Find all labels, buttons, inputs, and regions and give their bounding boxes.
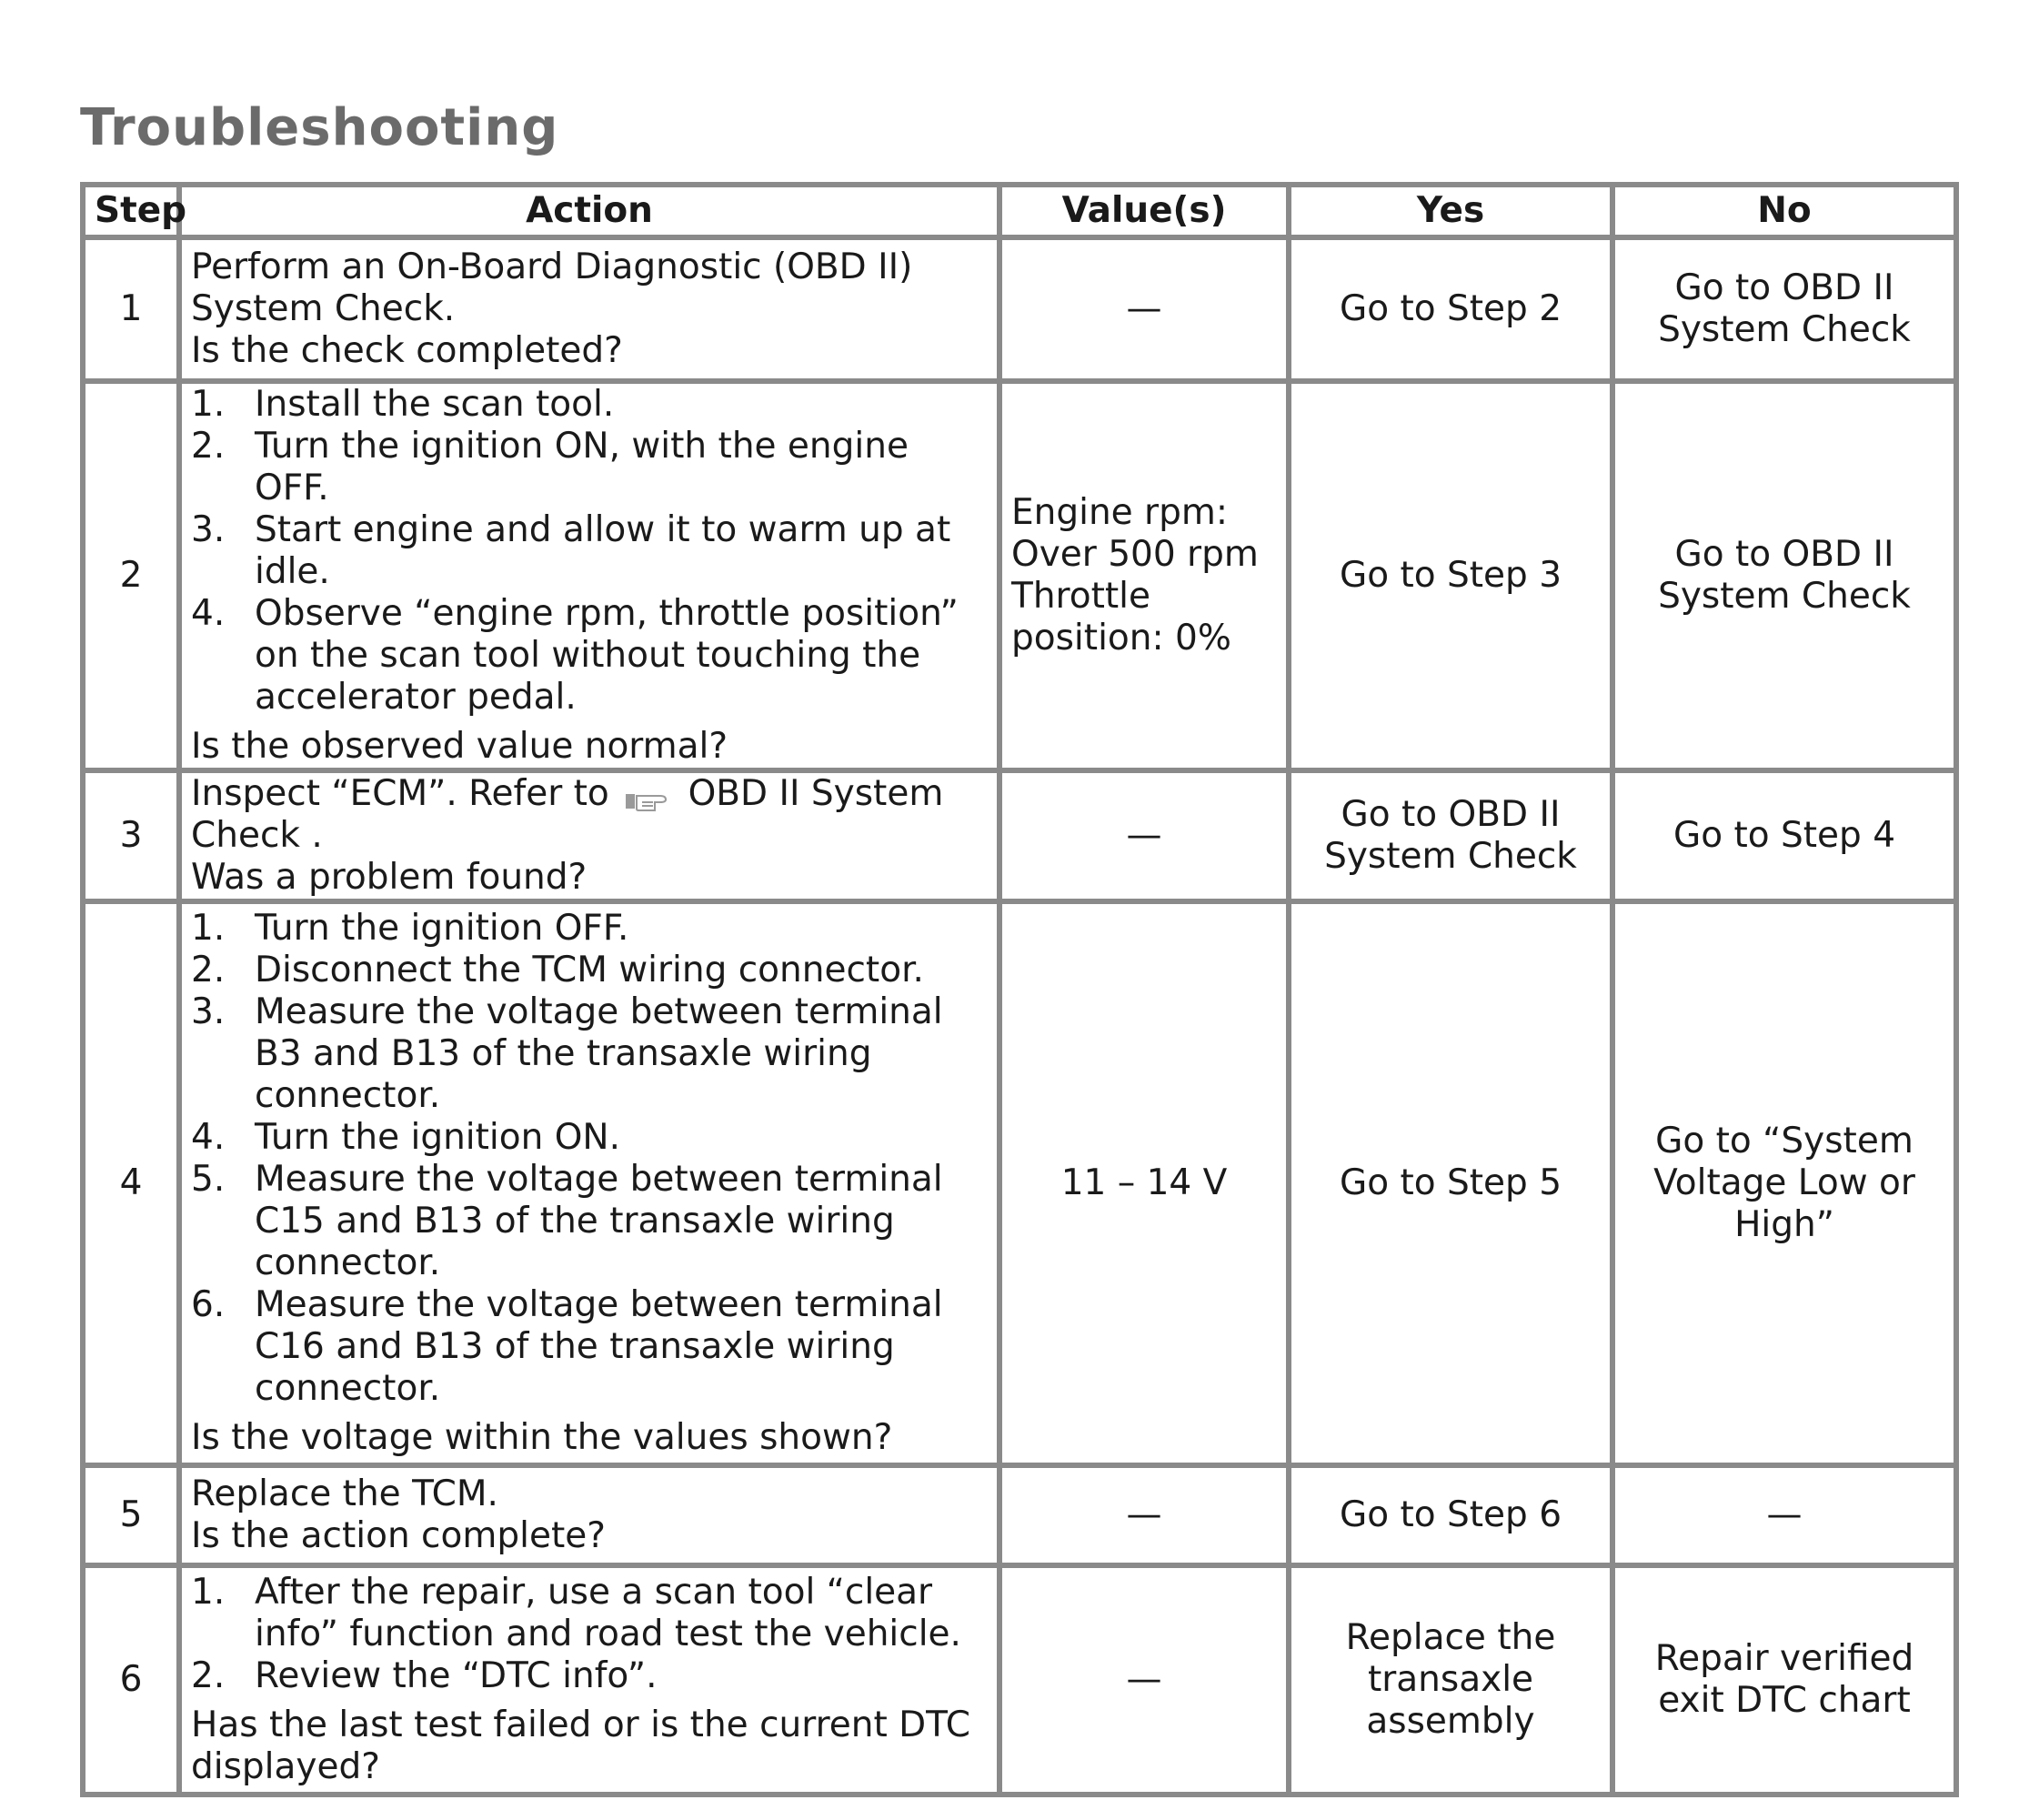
value-cell: — xyxy=(999,1465,1289,1565)
list-item-text: Disconnect the TCM wiring connector. xyxy=(255,950,924,990)
no-text: Go to OBD II xyxy=(1674,267,1894,308)
value-text: Over 500 rpm xyxy=(1011,534,1259,575)
action-steps-list xyxy=(191,1572,988,1697)
action-text: Replace the TCM. xyxy=(191,1473,498,1514)
yes-cell: Go to Step 2 xyxy=(1289,237,1612,381)
step-number: 2 xyxy=(83,381,179,770)
list-item-text: Install the scan tool. xyxy=(255,384,615,425)
list-item-text: Observe “engine rpm, throttle position” on the scan tool without touching the accelerator pedal. xyxy=(255,593,959,718)
table-row xyxy=(83,1465,1956,1565)
list-item-number: 5. xyxy=(191,1159,226,1200)
list-item-number: 4. xyxy=(191,593,226,634)
no-text: exit DTC chart xyxy=(1658,1680,1911,1721)
list-item xyxy=(191,593,988,719)
value-cell: — xyxy=(999,1565,1289,1795)
value-cell: — xyxy=(999,770,1289,901)
header-yes: Yes xyxy=(1289,185,1612,237)
action-cell xyxy=(179,237,999,381)
action-question: Is the action complete? xyxy=(191,1515,606,1556)
action-text: Perform an On-Board Diagnostic (OBD II) xyxy=(191,246,913,287)
page-title: Troubleshooting xyxy=(80,98,559,157)
list-item xyxy=(191,950,988,991)
yes-text: assembly xyxy=(1366,1701,1535,1742)
list-item-number: 1. xyxy=(191,908,226,949)
no-text: System Check xyxy=(1658,309,1911,350)
reference-link[interactable]: OBD II System Check . xyxy=(191,773,944,856)
action-cell xyxy=(179,381,999,770)
table-header-row xyxy=(83,185,1956,237)
list-item-text: Review the “DTC info”. xyxy=(255,1655,658,1696)
action-steps-list xyxy=(191,384,988,719)
list-item xyxy=(191,384,988,426)
no-text: System Check xyxy=(1658,576,1911,617)
action-cell xyxy=(179,1565,999,1795)
list-item-number: 2. xyxy=(191,426,226,467)
list-item-text: Measure the voltage between terminal B3 and B13 of the transaxle wiring connector. xyxy=(255,991,943,1116)
no-text: Repair verified xyxy=(1654,1638,1914,1679)
value-cell xyxy=(999,381,1289,770)
list-item-text: Start engine and allow it to warm up at idle. xyxy=(255,509,951,592)
troubleshooting-table xyxy=(80,182,1959,1797)
action-text: System Check. xyxy=(191,288,456,329)
yes-cell: Go to Step 5 xyxy=(1289,901,1612,1465)
header-action: Action xyxy=(179,185,999,237)
value-cell: 11 – 14 V xyxy=(999,901,1289,1465)
yes-text: Replace the xyxy=(1345,1617,1556,1658)
list-item xyxy=(191,1117,988,1159)
table-row xyxy=(83,237,1956,381)
list-item-text: Turn the ignition OFF. xyxy=(255,908,629,949)
list-item xyxy=(191,509,988,593)
list-item-text: Turn the ignition ON, with the engine OFF. xyxy=(255,426,909,508)
list-item-number: 6. xyxy=(191,1284,226,1325)
header-values: Value(s) xyxy=(999,185,1289,237)
list-item-number: 2. xyxy=(191,1655,226,1696)
value-text: Engine rpm: xyxy=(1011,492,1228,533)
list-item xyxy=(191,426,988,509)
action-cell xyxy=(179,770,999,901)
action-cell xyxy=(179,1465,999,1565)
list-item-text: Measure the voltage between terminal C16 and B13 of the transaxle wiring connector. xyxy=(255,1284,943,1409)
table-row xyxy=(83,901,1956,1465)
yes-cell: Go to Step 6 xyxy=(1289,1465,1612,1565)
step-number: 5 xyxy=(83,1465,179,1565)
value-text: Throttle xyxy=(1011,576,1150,617)
yes-text: Go to OBD II xyxy=(1341,794,1561,835)
action-question: Is the voltage within the values shown? xyxy=(191,1417,893,1458)
list-item xyxy=(191,1159,988,1284)
value-cell: — xyxy=(999,237,1289,381)
no-text: Go to “System xyxy=(1655,1121,1914,1161)
header-no: No xyxy=(1612,185,1956,237)
action-text-prefix: Inspect “ECM”. Refer to xyxy=(191,773,609,814)
no-text: Go to OBD II xyxy=(1674,534,1894,575)
action-question: Is the check completed? xyxy=(191,330,623,371)
reference-hand-icon xyxy=(624,782,673,809)
list-item xyxy=(191,1655,988,1697)
step-number: 6 xyxy=(83,1565,179,1795)
table-row xyxy=(83,770,1956,901)
no-cell: Go to Step 4 xyxy=(1612,770,1956,901)
value-text: position: 0% xyxy=(1011,618,1231,659)
yes-cell: Go to Step 3 xyxy=(1289,381,1612,770)
yes-text: System Check xyxy=(1324,836,1577,877)
yes-cell xyxy=(1289,770,1612,901)
list-item-text: After the repair, use a scan tool “clear info” function and road test the vehicle. xyxy=(255,1572,961,1654)
step-number: 3 xyxy=(83,770,179,901)
list-item xyxy=(191,1284,988,1410)
table-row xyxy=(83,381,1956,770)
no-text: High” xyxy=(1734,1204,1834,1245)
no-cell xyxy=(1612,1565,1956,1795)
step-number: 1 xyxy=(83,237,179,381)
action-question: Was a problem found? xyxy=(191,857,588,898)
list-item xyxy=(191,908,988,950)
header-step: Step xyxy=(83,185,179,237)
action-steps-list xyxy=(191,908,988,1410)
list-item-number: 1. xyxy=(191,1572,226,1613)
yes-cell xyxy=(1289,1565,1612,1795)
no-cell xyxy=(1612,237,1956,381)
list-item-number: 4. xyxy=(191,1117,226,1158)
action-question: Is the observed value normal? xyxy=(191,726,728,767)
no-cell xyxy=(1612,901,1956,1465)
list-item-text: Turn the ignition ON. xyxy=(255,1117,620,1158)
list-item-number: 1. xyxy=(191,384,226,425)
table-row xyxy=(83,1565,1956,1795)
no-cell xyxy=(1612,381,1956,770)
list-item xyxy=(191,1572,988,1655)
action-question: Has the last test failed or is the current DTC displayed? xyxy=(191,1704,970,1787)
no-text: Voltage Low or xyxy=(1653,1162,1915,1203)
list-item-text: Measure the voltage between terminal C15 and B13 of the transaxle wiring connector. xyxy=(255,1159,943,1283)
list-item-number: 3. xyxy=(191,509,226,550)
list-item-number: 2. xyxy=(191,950,226,990)
list-item xyxy=(191,991,988,1117)
yes-text: transaxle xyxy=(1367,1659,1534,1700)
action-text xyxy=(191,773,988,857)
no-cell: — xyxy=(1612,1465,1956,1565)
list-item-number: 3. xyxy=(191,991,226,1032)
action-cell xyxy=(179,901,999,1465)
step-number: 4 xyxy=(83,901,179,1465)
